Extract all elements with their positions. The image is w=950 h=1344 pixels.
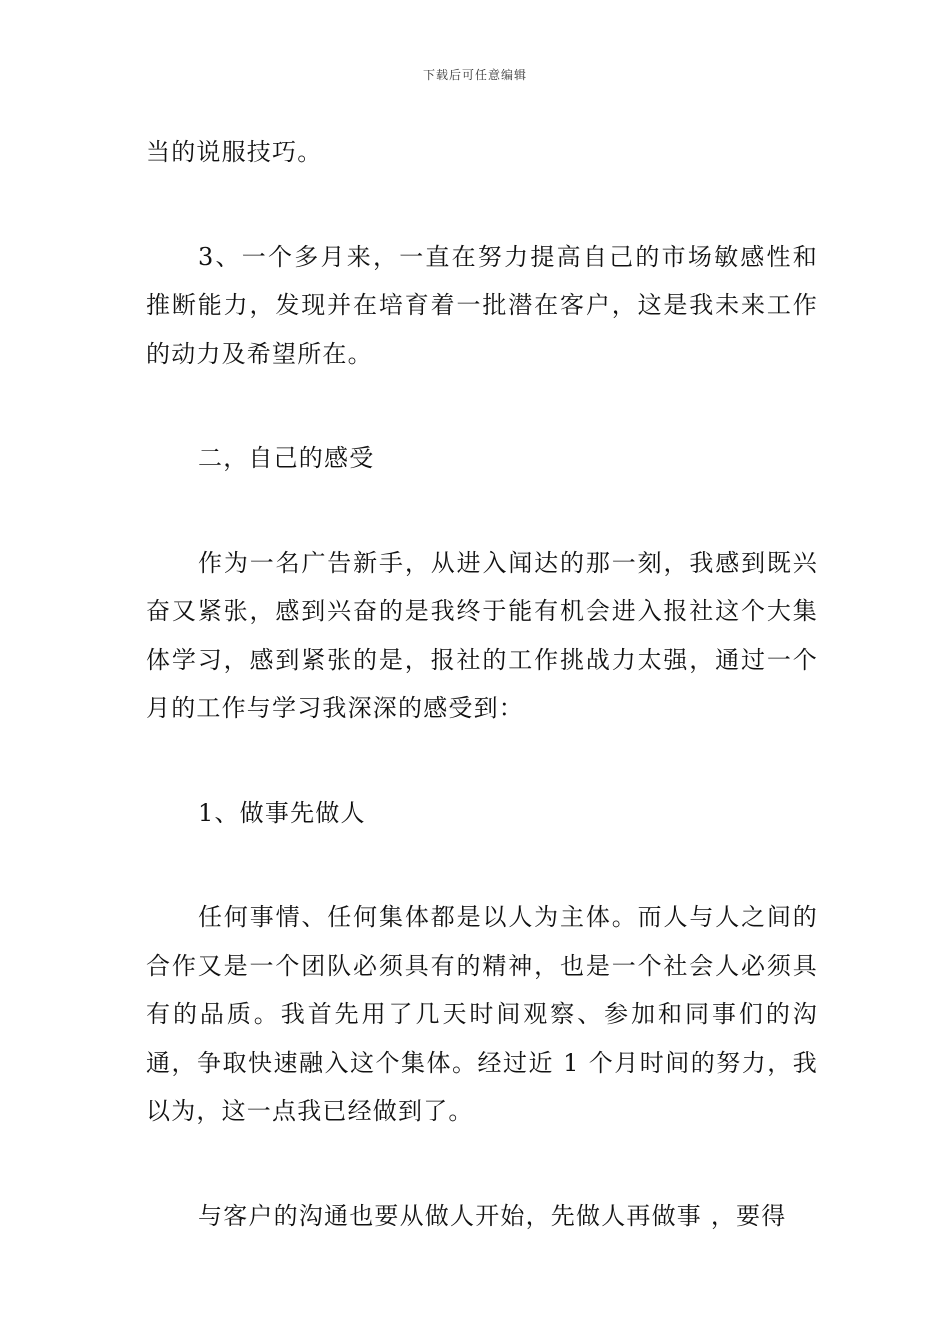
paragraph-item-3: 3、一个多月来，一直在努力提高自己的市场敏感性和推断能力，发现并在培育着一批潜在客户，这是我未来工作的动力及希望所在。 [146, 242, 818, 368]
paragraph-client-communication: 与客户的沟通也要从做人开始，先做人再做事 ，要得 [198, 1201, 787, 1230]
section-heading: 二，自己的感受 [198, 444, 375, 472]
paragraph-gap [146, 177, 818, 233]
paragraph-gap [146, 378, 818, 434]
page-header-note: 下载后可任意编辑 [422, 68, 527, 82]
paragraph-intro: 作为一名广告新手，从进入闻达的那一刻，我感到既兴奋又紧张，感到兴奋的是我终于能有机会进入报社这个大集体学习，感到紧张的是，报社的工作挑战力太强，通过一个月的工作与学习我深深的感受到： [146, 548, 818, 722]
paragraph-continuation: 当的说服技巧。 [146, 138, 323, 166]
paragraph-gap [146, 733, 818, 789]
paragraph-gap [146, 483, 818, 539]
paragraph-gap [146, 1136, 818, 1192]
paragraph-gap [146, 837, 818, 893]
document-body [146, 128, 818, 1240]
subsection-heading: 1、做事先做人 [198, 798, 366, 827]
paragraph-teamwork: 任何事情、任何集体都是以人为主体。而人与人之间的合作又是一个团队必须具有的精神，也是一个社会人必须具有的品质。我首先用了几天时间观察、参加和同事们的沟通，争取快速融入这个集体。经过近 1 个月时间的努力，我以为，这一点我已经做到了。 [146, 903, 818, 1125]
